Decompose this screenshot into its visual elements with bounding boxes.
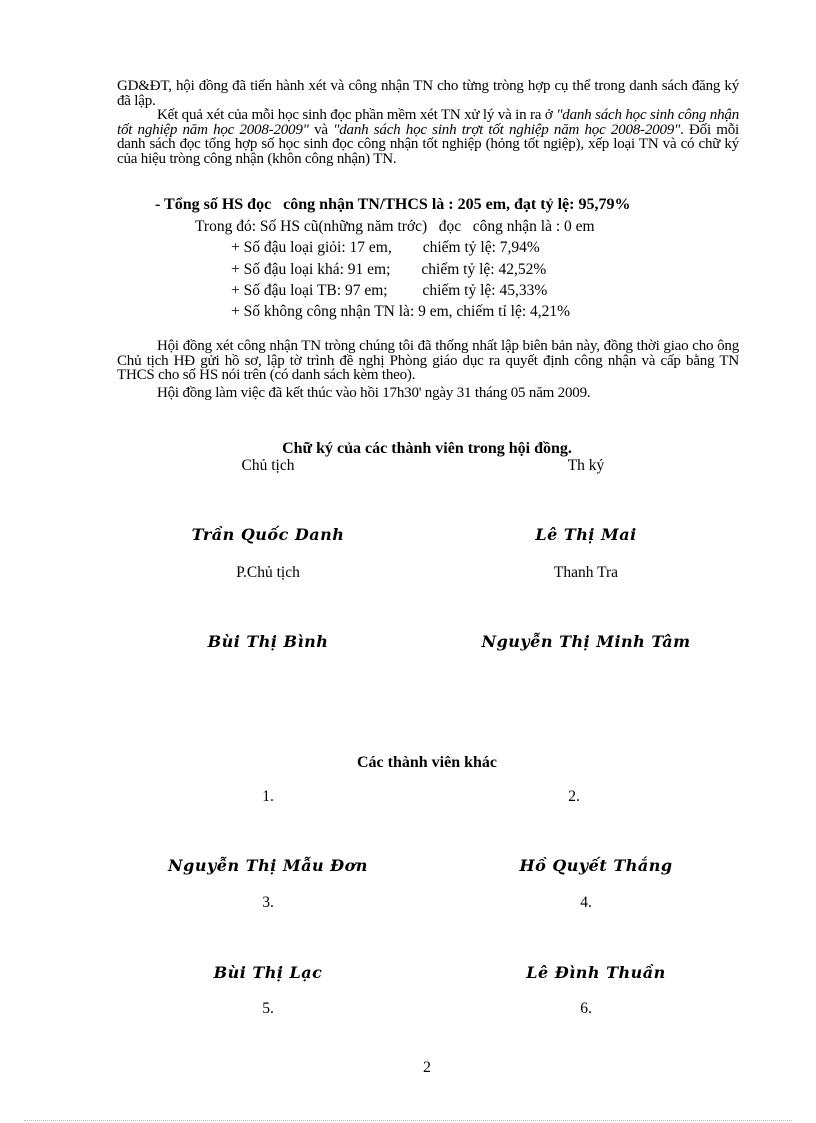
role-secretary: Th ký	[567, 457, 605, 474]
total-passed-line: - Tổng số HS đọc công nhận TN/THCS là : 205 em, đạt tỷ lệ: 95,79%	[155, 196, 631, 213]
signature-chairman-name: Trần Quốc Danh	[191, 525, 345, 544]
member-number-4: 4.	[580, 894, 592, 911]
grade-average-line: + Số đậu loại TB: 97 em; chiếm tỷ lệ: 45,33%	[231, 282, 548, 299]
signatures-heading: Chữ ký của các thành viên trong hội đồng.	[282, 440, 572, 457]
page-bottom-divider	[24, 1120, 792, 1121]
signature-inspector-name: Nguyễn Thị Minh Tâm	[481, 632, 691, 651]
member-signature-2: Hồ Quyết Thắng	[519, 856, 673, 875]
member-number-6: 6.	[580, 1000, 592, 1017]
not-recognized-line: + Số không công nhận TN là: 9 em, chiếm tỉ lệ: 4,21%	[231, 303, 571, 320]
role-chairman: Chủ tịch	[241, 457, 295, 474]
paragraph-submission: Hội đồng xét công nhận TN tròng chúng tôi đã thống nhất lập biên bản này, đồng thời giao cho ông Chủ tịch HĐ gửi hồ sơ, lập tờ trình đề nghị Phòng giáo dục ra quyết định công nhận và cấp bằng TN THCS cho số HS nói trên (có danh sách kèm theo).	[117, 338, 739, 384]
role-inspector: Thanh Tra	[553, 564, 619, 581]
member-signature-4: Lê Đình Thuần	[526, 963, 666, 982]
old-students-line: Trong đó: Số HS cũ(những năm trớc) đọc công nhận là : 0 em	[195, 218, 595, 235]
results-list-title-pass: "danh sách học sinh công nhận tốt nghiệp năm học 2008-2009"	[117, 107, 739, 138]
member-number-2: 2.	[568, 788, 580, 805]
signature-vice-chairman-name: Bùi Thị Bình	[207, 632, 329, 651]
member-signature-1: Nguyễn Thị Mẫu Đơn	[168, 856, 368, 875]
results-text-start: Kết quả xét của mỗi học sinh đọc phần mềm xét TN xử lý và in ra ở	[157, 107, 557, 124]
paragraph-council-review: GD&ĐT, hội đồng đã tiến hành xét và công nhận TN cho từng tròng hợp cụ thể trong danh sách đăng ký đã lập.	[117, 78, 739, 109]
results-text-mid: và	[308, 121, 334, 138]
member-number-1: 1.	[262, 788, 274, 805]
page-number: 2	[423, 1059, 431, 1076]
grade-good-line: + Số đậu loại khá: 91 em; chiếm tỷ lệ: 42,52%	[231, 261, 547, 278]
member-signature-3: Bùi Thị Lạc	[213, 963, 323, 982]
results-text-end: . Đối mỗi danh sách đọc tổng hợp số học sinh đọc công nhận tốt nghiệp (hỏng tốt ngiệp), xếp loại TN và có chữ ký của hiệu tròng công nhận (khôn công nhận) TN.	[117, 121, 739, 167]
member-number-3: 3.	[262, 894, 274, 911]
closing-paragraphs	[117, 339, 739, 400]
paragraph-results	[117, 108, 739, 166]
intro-paragraph	[117, 79, 739, 167]
member-number-5: 5.	[262, 1000, 274, 1017]
signature-secretary-name: Lê Thị Mai	[535, 525, 637, 544]
paragraph-meeting-end: Hội đồng làm việc đã kết thúc vào hồi 17h30' ngày 31 tháng 05 năm 2009.	[157, 384, 591, 401]
other-members-heading: Các thành viên khác	[356, 754, 498, 771]
role-vice-chairman: P.Chủ tịch	[236, 564, 300, 581]
results-list-title-fail: "danh sách học sinh trợt tốt nghiệp năm học 2008-2009"	[333, 121, 681, 138]
grade-excellent-line: + Số đậu loại giỏi: 17 em, chiếm tỷ lệ: 7,94%	[231, 239, 540, 256]
